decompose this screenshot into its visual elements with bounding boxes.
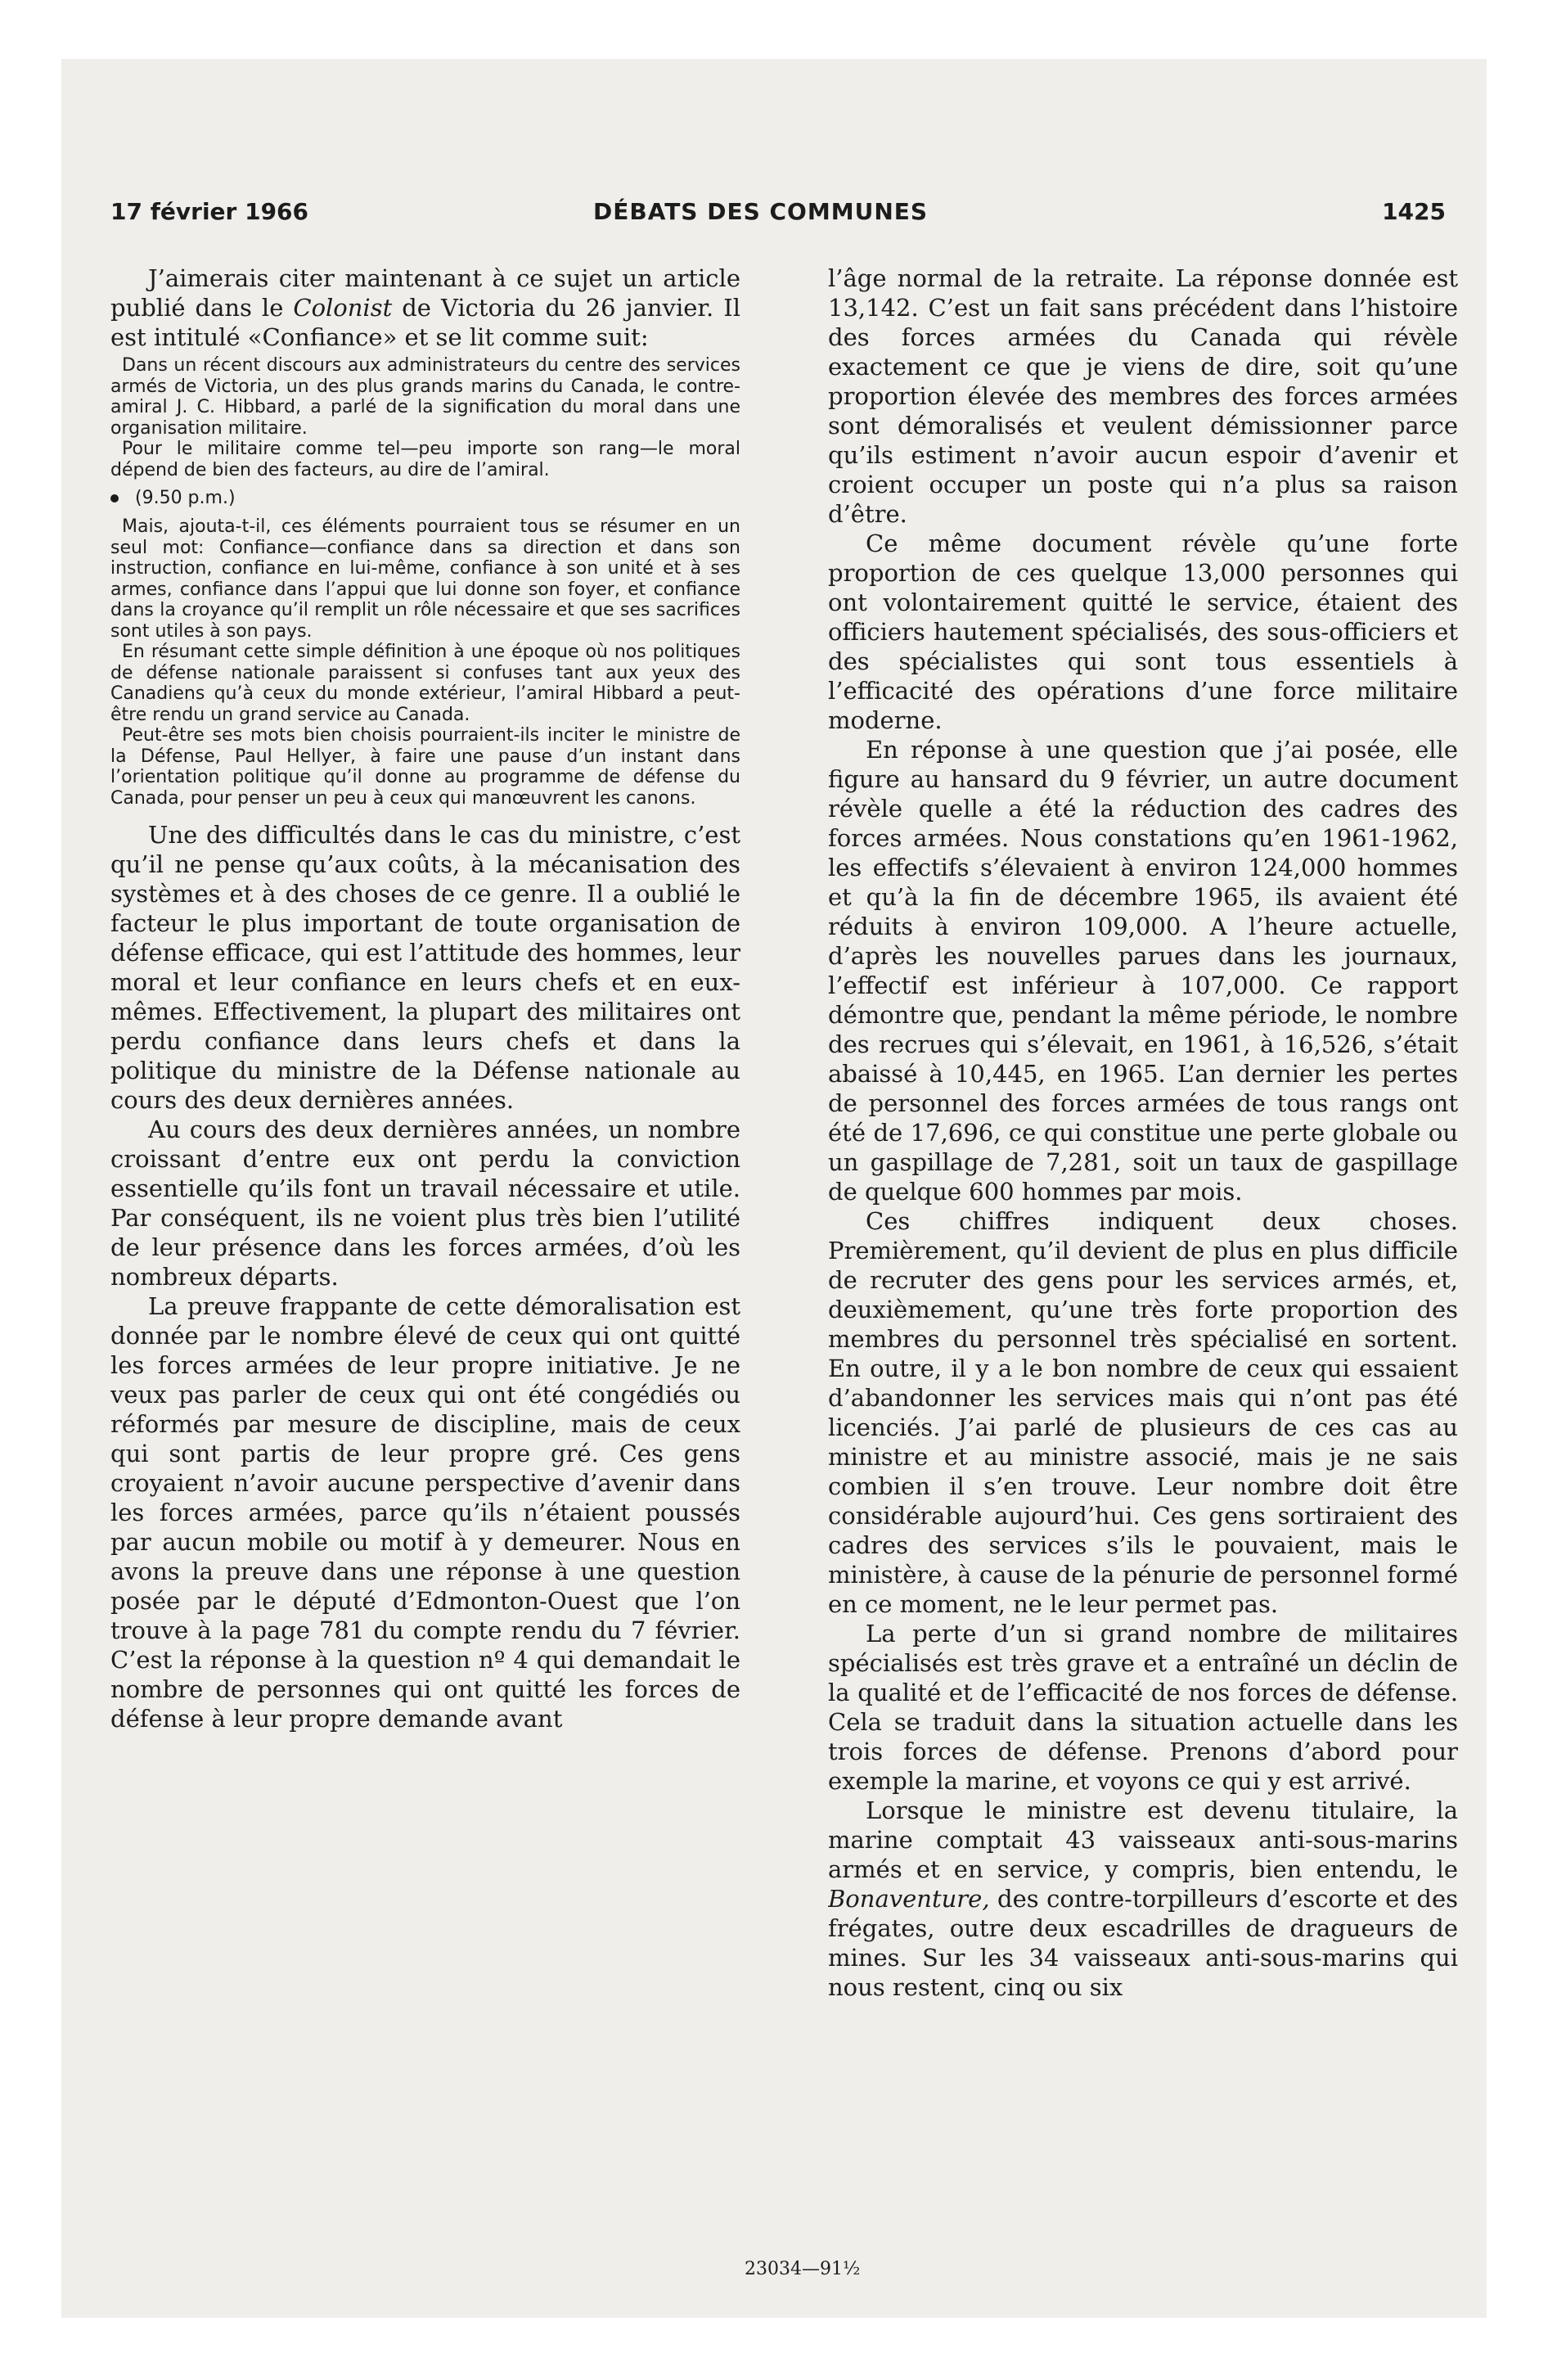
- newspaper-title: Colonist: [293, 294, 393, 322]
- text-run: J’aimerais citer maintenant à ce sujet un article publié dans le: [110, 264, 740, 322]
- hansard-page: [110, 141, 1458, 2285]
- printer-code: 23034—91½: [745, 2259, 861, 2279]
- header-date: 17 février 1966: [110, 198, 309, 225]
- quoted-paragraph: Peut-être ses mots bien choisis pourraient-ils inciter le ministre de la Défense, Paul Hellyer, à faire une pause d’un instant dans l’orientation politique qu’il donne au programme de défense du Canada, pour penser un peu à ceux qui manœuvrent les canons.: [110, 725, 740, 809]
- time-mark: [110, 487, 740, 510]
- ship-name: Bonaventure,: [828, 1885, 990, 1913]
- paragraph: [828, 1796, 1458, 2002]
- paragraph: Au cours des deux dernières années, un nombre croissant d’entre eux ont perdu la conviction essentielle qu’ils font un travail nécessaire et utile. Par conséquent, ils ne voient plus très bien l’utilité de leur présence dans les forces armées, d’où les nombreux départs.: [110, 1116, 740, 1291]
- quoted-paragraph: Mais, ajouta-t-il, ces éléments pourraient tous se résumer en un seul mot: Confiance—confiance dans sa direction et dans son instruction, confiance en lui-même, confiance à son unité et à ses armes, confiance dans l’appui que lui donne son foyer, et confiance dans la croyance qu’il remplit un rôle nécessaire et que ses sacrifices sont utiles à son pays.: [110, 516, 740, 642]
- time-mark-text: (9.50 p.m.): [135, 488, 236, 508]
- paragraph: En réponse à une question que j’ai posée, elle figure au hansard du 9 février, un autre document révèle quelle a été la réduction des cadres des forces armées. Nous constations qu’en 1961-1962, les effectifs s’élevaient à environ 124,000 hommes et qu’à la fin de décembre 1965, ils avaient été réduits à environ 109,000. A l’heure actuelle, d’après les nouvelles parues dans les journaux, l’effectif est inférieur à 107,000. Ce rapport démontre que, pendant la même période, le nombre des recrues qui s’élevait, en 1961, à 16,526, s’était abaissé à 10,445, en 1965. L’an dernier les pertes de personnel des forces armées de tous rangs ont été de 17,696, ce qui constitue une perte globale ou un gaspillage de 7,281, soit un taux de gaspillage de quelque 600 hommes par mois.: [828, 736, 1458, 1206]
- paragraph: Ce même document révèle qu’une forte proportion de ces quelque 13,000 personnes qui ont volontairement quitté le service, étaient des officiers hautement spécialisés, des sous-officiers et des spécialistes qui sont tous essentiels à l’efficacité des opérations d’une force militaire moderne.: [828, 530, 1458, 734]
- left-column: [110, 264, 740, 2244]
- quoted-paragraph: Pour le militaire comme tel—peu importe son rang—le moral dépend de bien des facteurs, au dire de l’amiral.: [110, 439, 740, 480]
- header-title: DÉBATS DES COMMUNES: [593, 198, 929, 225]
- text-run: Lorsque le ministre est devenu titulaire, la marine comptait 43 vaisseaux anti-sous-marins armés et en service, y compris, bien entendu, le: [828, 1796, 1458, 1883]
- paragraph: Ces chiffres indiquent deux choses. Premièrement, qu’il devient de plus en plus difficile de recruter des gens pour les services armés, et, deuxièmement, qu’une très forte proportion des membres du personnel très spécialisé en sortent. En outre, il y a le bon nombre de ceux qui essaient d’abandonner les services mais qui n’ont pas été licenciés. J’ai parlé de plusieurs de ces cas au ministre et au ministre associé, mais je ne sais combien il s’en trouve. Leur nombre doit être considérable aujourd’hui. Ces gens sortiraient des cadres des services s’ils le pouvaient, mais le ministère, à cause de la pénurie de personnel formé en ce moment, ne le leur permet pas.: [828, 1207, 1458, 1618]
- right-column: [828, 264, 1458, 2244]
- text-run: de Victoria du 26 janvier. Il est intitulé «Confiance» et se lit comme suit:: [110, 294, 740, 351]
- running-header: [110, 198, 1446, 234]
- paragraph: [110, 264, 740, 352]
- quoted-paragraph: En résumant cette simple définition à une époque où nos politiques de défense nationale paraissent si confuses tant aux yeux des Canadiens qu’à ceux du monde extérieur, l’amiral Hibbard a peut-être rendu un grand service au Canada.: [110, 642, 740, 725]
- bullet-icon: [110, 494, 119, 503]
- quoted-paragraph: Dans un récent discours aux administrateurs du centre des services armés de Victoria, un des plus grands marins du Canada, le contre-amiral J. C. Hibbard, a parlé de la signification du moral dans une organisation militaire.: [110, 355, 740, 439]
- paragraph: La preuve frappante de cette démoralisation est donnée par le nombre élevé de ceux qui ont quitté les forces armées de leur propre initiative. Je ne veux pas parler de ceux qui ont été congédiés ou réformés par mesure de discipline, mais de ceux qui sont partis de leur propre gré. Ces gens croyaient n’avoir aucune perspective d’avenir dans les forces armées, parce qu’ils n’étaient poussés par aucun mobile ou motif à y demeurer. Nous en avons la preuve dans une réponse à une question posée par le député d’Edmonton-Ouest que l’on trouve à la page 781 du compte rendu du 7 février. C’est la réponse à la question nº 4 qui demandait le nombre de personnes qui ont quitté les forces de défense à leur propre demande avant: [110, 1292, 740, 1733]
- scanned-page: [61, 59, 1487, 2318]
- paragraph: l’âge normal de la retraite. La réponse donnée est 13,142. C’est un fait sans précédent dans l’histoire des forces armées du Canada qui révèle exactement ce que je viens de dire, soit qu’une proportion élevée des membres des forces armées sont démoralisés et veulent démissionner parce qu’ils estiment n’avoir aucun espoir d’avenir et croient occuper un poste qui n’a plus sa raison d’être.: [828, 264, 1458, 528]
- paragraph: Une des difficultés dans le cas du ministre, c’est qu’il ne pense qu’aux coûts, à la mécanisation des systèmes et à des choses de ce genre. Il a oublié le facteur le plus important de toute organisation de défense efficace, qui est l’attitude des hommes, leur moral et leur confiance en leurs chefs et en eux-mêmes. Effectivement, la plupart des militaires ont perdu confiance dans leurs chefs et dans la politique du ministre de la Défense nationale au cours des deux dernières années.: [110, 821, 740, 1114]
- text-run: des contre-torpilleurs d’escorte et des frégates, outre deux escadrilles de dragueurs de mines. Sur les 34 vaisseaux anti-sous-marins qui nous restent, cinq ou six: [828, 1885, 1458, 2001]
- header-page-number: 1425: [1382, 198, 1446, 225]
- paragraph: La perte d’un si grand nombre de militaires spécialisés est très grave et a entraîné un déclin de la qualité et de l’efficacité de nos forces de défense. Cela se traduit dans la situation actuelle dans les trois forces de défense. Prenons d’abord pour exemple la marine, et voyons ce qui y est arrivé.: [828, 1620, 1458, 1795]
